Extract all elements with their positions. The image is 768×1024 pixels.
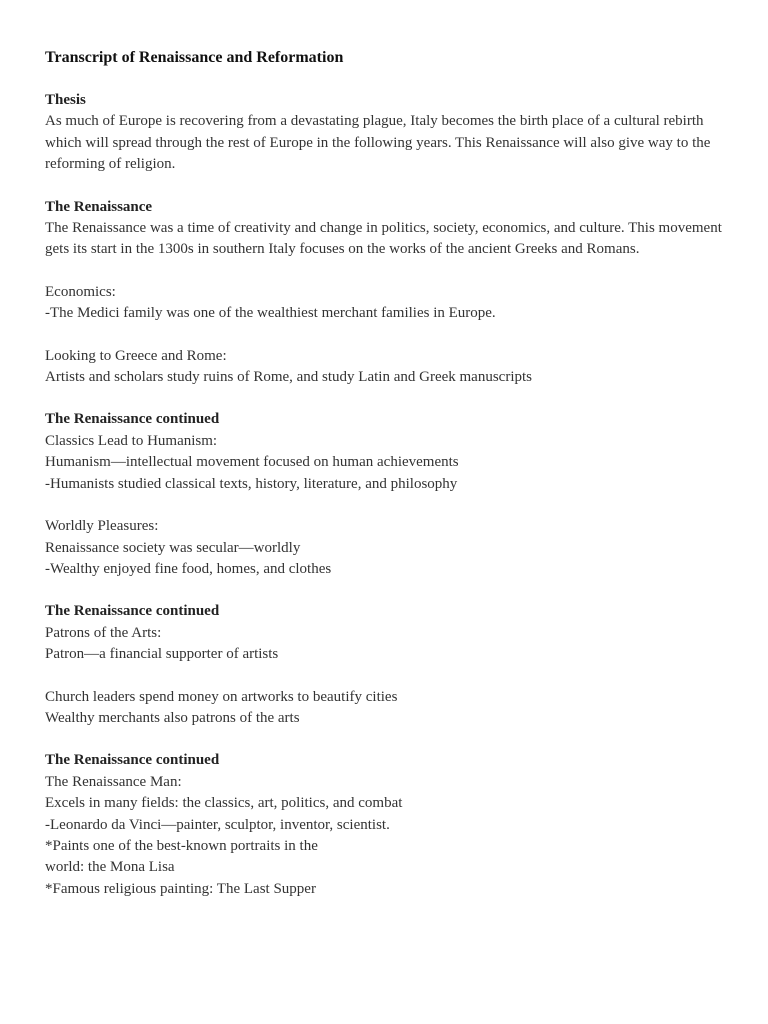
section-heading: The Renaissance: [45, 198, 153, 215]
document-page: [45, 47, 735, 921]
section-humanism: [45, 409, 735, 495]
section-worldly-pleasures: [45, 516, 735, 580]
section-patrons: [45, 601, 735, 665]
text-line: Economics:: [45, 283, 116, 300]
text-line: Humanism—intellectual movement focused on human achievements: [45, 454, 459, 471]
text-line: Patron—a financial supporter of artists: [45, 646, 279, 663]
text-line: world: the Mona Lisa: [45, 859, 175, 876]
text-line: *Paints one of the best-known portraits in the: [45, 837, 318, 854]
section-heading: The Renaissance continued: [45, 411, 220, 428]
text-line: -Humanists studied classical texts, history, literature, and philosophy: [45, 475, 458, 492]
section-paragraph: As much of Europe is recovering from a devastating plague, Italy becomes the birth place of a cultural rebirth which will spread through the rest of Europe in the following years. This Renaissance will also give way to the reforming of religion.: [45, 113, 711, 173]
text-line: Wealthy merchants also patrons of the arts: [45, 709, 300, 726]
section-heading: The Renaissance continued: [45, 603, 220, 620]
text-line: Church leaders spend money on artworks to beautify cities: [45, 688, 398, 705]
section-church-merchants: [45, 687, 735, 730]
text-line: -Leonardo da Vinci—painter, sculptor, inventor, scientist.: [45, 816, 390, 833]
text-line: Excels in many fields: the classics, art, politics, and combat: [45, 795, 403, 812]
text-line: The Renaissance Man:: [45, 773, 182, 790]
text-line: -The Medici family was one of the wealthiest merchant families in Europe.: [45, 305, 496, 322]
text-line: Looking to Greece and Rome:: [45, 347, 227, 364]
document-title: Transcript of Renaissance and Reformation: [45, 49, 344, 66]
text-line: -Wealthy enjoyed fine food, homes, and clothes: [45, 560, 332, 577]
text-line: Classics Lead to Humanism:: [45, 432, 218, 449]
section-thesis: [45, 90, 735, 176]
section-paragraph: The Renaissance was a time of creativity and change in politics, society, economics, and culture. This movement gets its start in the 1300s in southern Italy focuses on the works of the ancient Greeks and Romans.: [45, 220, 722, 258]
section-the-renaissance: [45, 197, 735, 261]
section-economics: [45, 282, 735, 325]
text-line: *Famous religious painting: The Last Supper: [45, 880, 316, 897]
text-line: Artists and scholars study ruins of Rome, and study Latin and Greek manuscripts: [45, 369, 533, 386]
section-heading: The Renaissance continued: [45, 752, 220, 769]
section-greece-rome: [45, 346, 735, 389]
text-line: Renaissance society was secular—worldly: [45, 539, 301, 556]
section-renaissance-man: [45, 750, 735, 900]
text-line: Patrons of the Arts:: [45, 624, 162, 641]
text-line: Worldly Pleasures:: [45, 518, 159, 535]
section-heading: Thesis: [45, 92, 86, 108]
